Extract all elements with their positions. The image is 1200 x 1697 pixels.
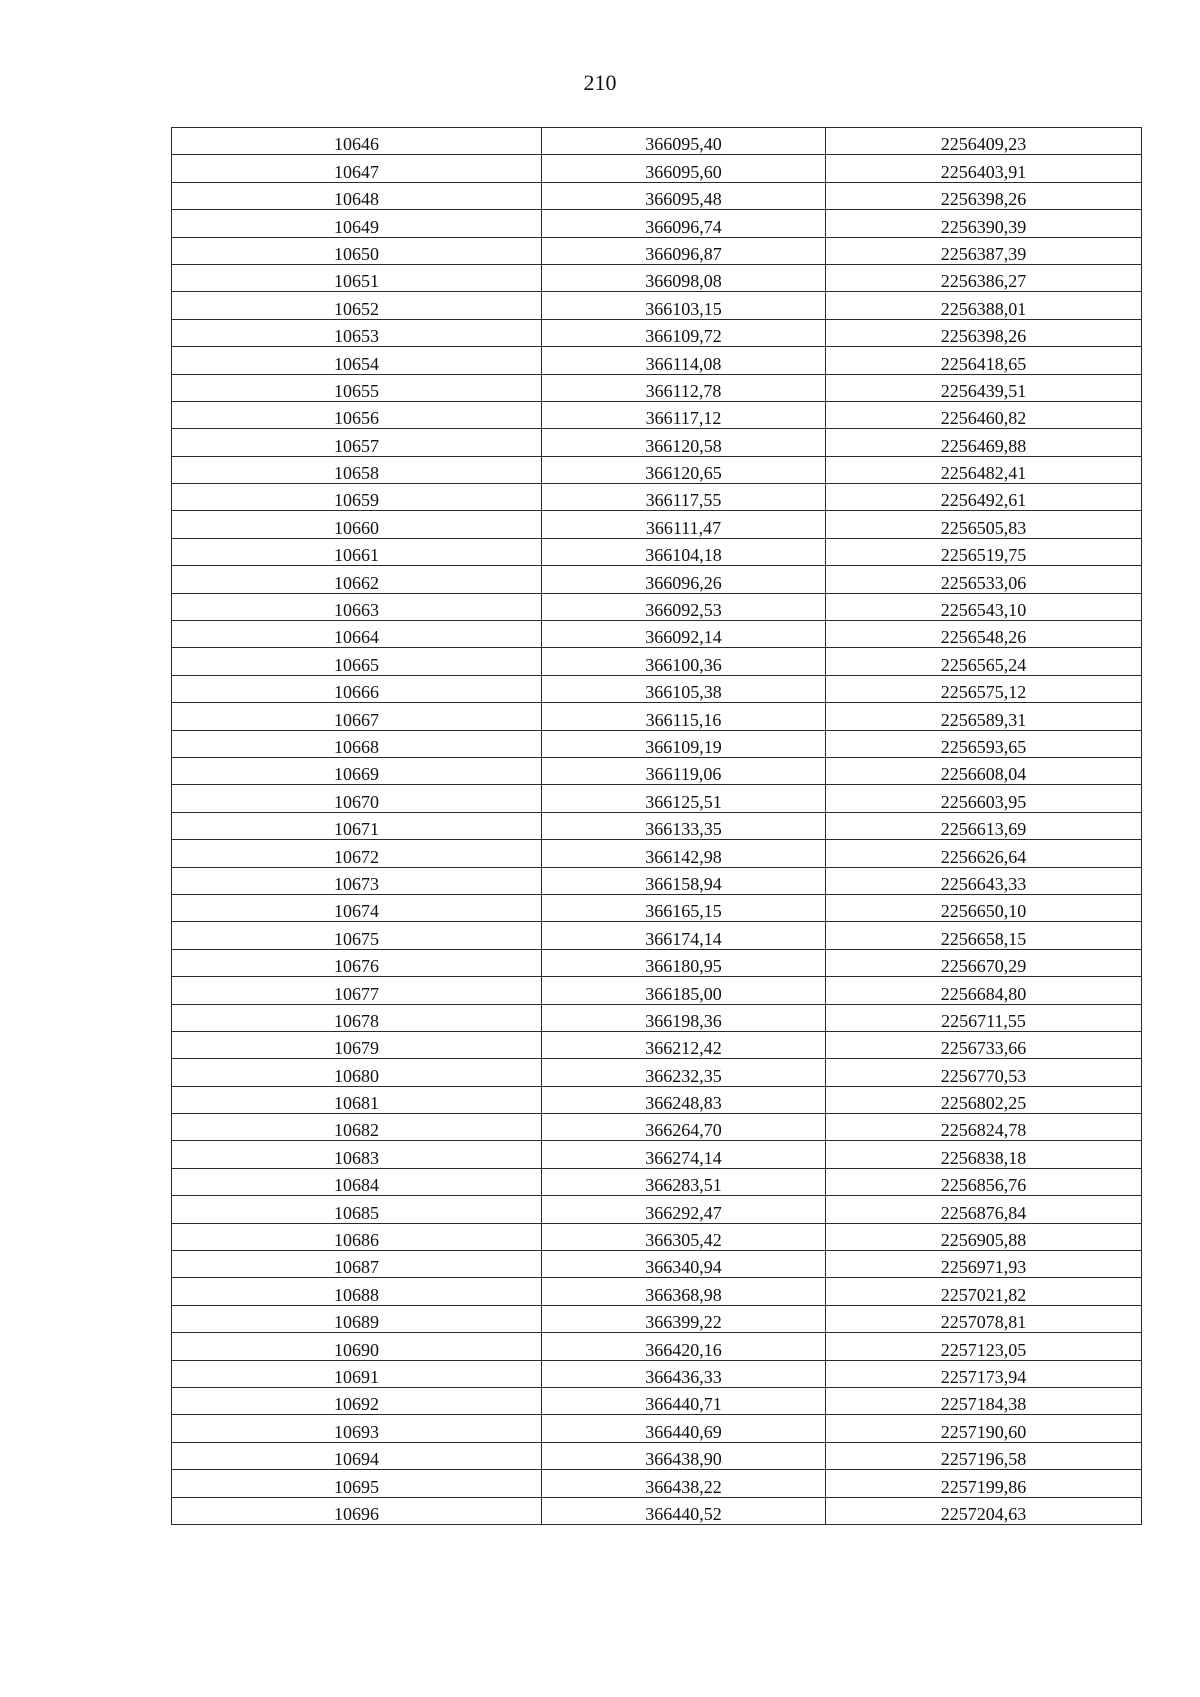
point-number-cell: 10677 bbox=[172, 977, 542, 1004]
table-row bbox=[172, 1442, 1142, 1469]
table-row bbox=[172, 757, 1142, 784]
y-coordinate-cell: 2256469,88 bbox=[826, 429, 1142, 456]
point-number-cell: 10693 bbox=[172, 1415, 542, 1442]
point-number-cell: 10674 bbox=[172, 894, 542, 921]
table-row bbox=[172, 1059, 1142, 1086]
y-coordinate-cell: 2257184,38 bbox=[826, 1387, 1142, 1414]
y-coordinate-cell: 2256905,88 bbox=[826, 1223, 1142, 1250]
x-coordinate-cell: 366420,16 bbox=[542, 1333, 826, 1360]
x-coordinate-cell: 366174,14 bbox=[542, 922, 826, 949]
x-coordinate-cell: 366440,69 bbox=[542, 1415, 826, 1442]
point-number-cell: 10671 bbox=[172, 812, 542, 839]
x-coordinate-cell: 366283,51 bbox=[542, 1168, 826, 1195]
y-coordinate-cell: 2256390,39 bbox=[826, 210, 1142, 237]
x-coordinate-cell: 366185,00 bbox=[542, 977, 826, 1004]
x-coordinate-cell: 366096,26 bbox=[542, 566, 826, 593]
x-coordinate-cell: 366142,98 bbox=[542, 840, 826, 867]
point-number-cell: 10661 bbox=[172, 538, 542, 565]
x-coordinate-cell: 366105,38 bbox=[542, 675, 826, 702]
table-row bbox=[172, 1278, 1142, 1305]
table-row bbox=[172, 1168, 1142, 1195]
x-coordinate-cell: 366114,08 bbox=[542, 347, 826, 374]
point-number-cell: 10690 bbox=[172, 1333, 542, 1360]
y-coordinate-cell: 2256603,95 bbox=[826, 785, 1142, 812]
table-row bbox=[172, 1333, 1142, 1360]
table-row bbox=[172, 621, 1142, 648]
y-coordinate-cell: 2256802,25 bbox=[826, 1086, 1142, 1113]
point-number-cell: 10664 bbox=[172, 621, 542, 648]
x-coordinate-cell: 366212,42 bbox=[542, 1031, 826, 1058]
table-row bbox=[172, 922, 1142, 949]
x-coordinate-cell: 366440,71 bbox=[542, 1387, 826, 1414]
y-coordinate-cell: 2256388,01 bbox=[826, 292, 1142, 319]
y-coordinate-cell: 2256593,65 bbox=[826, 730, 1142, 757]
x-coordinate-cell: 366438,90 bbox=[542, 1442, 826, 1469]
table-row bbox=[172, 1223, 1142, 1250]
y-coordinate-cell: 2256589,31 bbox=[826, 703, 1142, 730]
x-coordinate-cell: 366158,94 bbox=[542, 867, 826, 894]
x-coordinate-cell: 366440,52 bbox=[542, 1497, 826, 1524]
y-coordinate-cell: 2256608,04 bbox=[826, 757, 1142, 784]
x-coordinate-cell: 366274,14 bbox=[542, 1141, 826, 1168]
y-coordinate-cell: 2256386,27 bbox=[826, 264, 1142, 291]
table-row bbox=[172, 1086, 1142, 1113]
point-number-cell: 10672 bbox=[172, 840, 542, 867]
y-coordinate-cell: 2257078,81 bbox=[826, 1305, 1142, 1332]
y-coordinate-cell: 2256824,78 bbox=[826, 1114, 1142, 1141]
table-row bbox=[172, 1114, 1142, 1141]
table-row bbox=[172, 182, 1142, 209]
point-number-cell: 10652 bbox=[172, 292, 542, 319]
point-number-cell: 10660 bbox=[172, 511, 542, 538]
point-number-cell: 10685 bbox=[172, 1196, 542, 1223]
point-number-cell: 10676 bbox=[172, 949, 542, 976]
table-row bbox=[172, 429, 1142, 456]
table-row bbox=[172, 155, 1142, 182]
x-coordinate-cell: 366399,22 bbox=[542, 1305, 826, 1332]
x-coordinate-cell: 366092,53 bbox=[542, 593, 826, 620]
table-row bbox=[172, 1141, 1142, 1168]
y-coordinate-cell: 2256971,93 bbox=[826, 1251, 1142, 1278]
point-number-cell: 10668 bbox=[172, 730, 542, 757]
y-coordinate-cell: 2256548,26 bbox=[826, 621, 1142, 648]
point-number-cell: 10681 bbox=[172, 1086, 542, 1113]
y-coordinate-cell: 2257021,82 bbox=[826, 1278, 1142, 1305]
x-coordinate-cell: 366092,14 bbox=[542, 621, 826, 648]
y-coordinate-cell: 2257196,58 bbox=[826, 1442, 1142, 1469]
point-number-cell: 10655 bbox=[172, 374, 542, 401]
table-row bbox=[172, 264, 1142, 291]
point-number-cell: 10689 bbox=[172, 1305, 542, 1332]
point-number-cell: 10673 bbox=[172, 867, 542, 894]
point-number-cell: 10651 bbox=[172, 264, 542, 291]
y-coordinate-cell: 2256418,65 bbox=[826, 347, 1142, 374]
y-coordinate-cell: 2257123,05 bbox=[826, 1333, 1142, 1360]
y-coordinate-cell: 2257204,63 bbox=[826, 1497, 1142, 1524]
x-coordinate-cell: 366104,18 bbox=[542, 538, 826, 565]
y-coordinate-cell: 2256643,33 bbox=[826, 867, 1142, 894]
point-number-cell: 10696 bbox=[172, 1497, 542, 1524]
point-number-cell: 10688 bbox=[172, 1278, 542, 1305]
x-coordinate-cell: 366109,72 bbox=[542, 319, 826, 346]
table-row bbox=[172, 977, 1142, 1004]
table-row bbox=[172, 237, 1142, 264]
table-row bbox=[172, 292, 1142, 319]
point-number-cell: 10680 bbox=[172, 1059, 542, 1086]
point-number-cell: 10675 bbox=[172, 922, 542, 949]
x-coordinate-cell: 366112,78 bbox=[542, 374, 826, 401]
y-coordinate-cell: 2256658,15 bbox=[826, 922, 1142, 949]
y-coordinate-cell: 2256575,12 bbox=[826, 675, 1142, 702]
x-coordinate-cell: 366117,12 bbox=[542, 401, 826, 428]
table-row bbox=[172, 347, 1142, 374]
table-row bbox=[172, 401, 1142, 428]
table-body bbox=[172, 128, 1142, 1525]
x-coordinate-cell: 366292,47 bbox=[542, 1196, 826, 1223]
table-row bbox=[172, 319, 1142, 346]
table-row bbox=[172, 128, 1142, 155]
x-coordinate-cell: 366305,42 bbox=[542, 1223, 826, 1250]
table-row bbox=[172, 675, 1142, 702]
x-coordinate-cell: 366111,47 bbox=[542, 511, 826, 538]
table-row bbox=[172, 1415, 1142, 1442]
table-row bbox=[172, 538, 1142, 565]
point-number-cell: 10657 bbox=[172, 429, 542, 456]
table-row bbox=[172, 1305, 1142, 1332]
table-row bbox=[172, 1004, 1142, 1031]
y-coordinate-cell: 2256460,82 bbox=[826, 401, 1142, 428]
point-number-cell: 10694 bbox=[172, 1442, 542, 1469]
table-row bbox=[172, 456, 1142, 483]
y-coordinate-cell: 2256876,84 bbox=[826, 1196, 1142, 1223]
y-coordinate-cell: 2256650,10 bbox=[826, 894, 1142, 921]
table-row bbox=[172, 1387, 1142, 1414]
point-number-cell: 10647 bbox=[172, 155, 542, 182]
x-coordinate-cell: 366232,35 bbox=[542, 1059, 826, 1086]
y-coordinate-cell: 2256387,39 bbox=[826, 237, 1142, 264]
table-row bbox=[172, 1470, 1142, 1497]
y-coordinate-cell: 2256533,06 bbox=[826, 566, 1142, 593]
y-coordinate-cell: 2256398,26 bbox=[826, 319, 1142, 346]
y-coordinate-cell: 2256613,69 bbox=[826, 812, 1142, 839]
point-number-cell: 10665 bbox=[172, 648, 542, 675]
point-number-cell: 10654 bbox=[172, 347, 542, 374]
point-number-cell: 10682 bbox=[172, 1114, 542, 1141]
x-coordinate-cell: 366119,06 bbox=[542, 757, 826, 784]
x-coordinate-cell: 366117,55 bbox=[542, 484, 826, 511]
y-coordinate-cell: 2257199,86 bbox=[826, 1470, 1142, 1497]
x-coordinate-cell: 366095,40 bbox=[542, 128, 826, 155]
table-row bbox=[172, 1251, 1142, 1278]
x-coordinate-cell: 366096,87 bbox=[542, 237, 826, 264]
table-row bbox=[172, 566, 1142, 593]
x-coordinate-cell: 366096,74 bbox=[542, 210, 826, 237]
point-number-cell: 10669 bbox=[172, 757, 542, 784]
y-coordinate-cell: 2256838,18 bbox=[826, 1141, 1142, 1168]
point-number-cell: 10646 bbox=[172, 128, 542, 155]
table-row bbox=[172, 484, 1142, 511]
point-number-cell: 10663 bbox=[172, 593, 542, 620]
x-coordinate-cell: 366095,60 bbox=[542, 155, 826, 182]
table-row bbox=[172, 703, 1142, 730]
y-coordinate-cell: 2256492,61 bbox=[826, 484, 1142, 511]
table-row bbox=[172, 1031, 1142, 1058]
y-coordinate-cell: 2256409,23 bbox=[826, 128, 1142, 155]
x-coordinate-cell: 366368,98 bbox=[542, 1278, 826, 1305]
x-coordinate-cell: 366120,58 bbox=[542, 429, 826, 456]
y-coordinate-cell: 2256398,26 bbox=[826, 182, 1142, 209]
table-row bbox=[172, 785, 1142, 812]
point-number-cell: 10667 bbox=[172, 703, 542, 730]
table-row bbox=[172, 894, 1142, 921]
point-number-cell: 10648 bbox=[172, 182, 542, 209]
x-coordinate-cell: 366109,19 bbox=[542, 730, 826, 757]
y-coordinate-cell: 2256770,53 bbox=[826, 1059, 1142, 1086]
x-coordinate-cell: 366100,36 bbox=[542, 648, 826, 675]
y-coordinate-cell: 2256626,64 bbox=[826, 840, 1142, 867]
x-coordinate-cell: 366340,94 bbox=[542, 1251, 826, 1278]
table-row bbox=[172, 949, 1142, 976]
x-coordinate-cell: 366165,15 bbox=[542, 894, 826, 921]
x-coordinate-cell: 366125,51 bbox=[542, 785, 826, 812]
table-row bbox=[172, 374, 1142, 401]
point-number-cell: 10662 bbox=[172, 566, 542, 593]
point-number-cell: 10691 bbox=[172, 1360, 542, 1387]
y-coordinate-cell: 2256543,10 bbox=[826, 593, 1142, 620]
point-number-cell: 10686 bbox=[172, 1223, 542, 1250]
point-number-cell: 10695 bbox=[172, 1470, 542, 1497]
table-row bbox=[172, 648, 1142, 675]
table-row bbox=[172, 210, 1142, 237]
table-row bbox=[172, 511, 1142, 538]
y-coordinate-cell: 2256519,75 bbox=[826, 538, 1142, 565]
point-number-cell: 10656 bbox=[172, 401, 542, 428]
point-number-cell: 10670 bbox=[172, 785, 542, 812]
y-coordinate-cell: 2256684,80 bbox=[826, 977, 1142, 1004]
y-coordinate-cell: 2256711,55 bbox=[826, 1004, 1142, 1031]
x-coordinate-cell: 366198,36 bbox=[542, 1004, 826, 1031]
point-number-cell: 10649 bbox=[172, 210, 542, 237]
point-number-cell: 10678 bbox=[172, 1004, 542, 1031]
point-number-cell: 10666 bbox=[172, 675, 542, 702]
point-number-cell: 10692 bbox=[172, 1387, 542, 1414]
y-coordinate-cell: 2256733,66 bbox=[826, 1031, 1142, 1058]
table-row bbox=[172, 867, 1142, 894]
coordinates-table bbox=[171, 127, 1142, 1525]
x-coordinate-cell: 366264,70 bbox=[542, 1114, 826, 1141]
table-row bbox=[172, 1497, 1142, 1524]
y-coordinate-cell: 2257173,94 bbox=[826, 1360, 1142, 1387]
table-row bbox=[172, 812, 1142, 839]
point-number-cell: 10679 bbox=[172, 1031, 542, 1058]
x-coordinate-cell: 366438,22 bbox=[542, 1470, 826, 1497]
y-coordinate-cell: 2256505,83 bbox=[826, 511, 1142, 538]
point-number-cell: 10658 bbox=[172, 456, 542, 483]
x-coordinate-cell: 366095,48 bbox=[542, 182, 826, 209]
point-number-cell: 10650 bbox=[172, 237, 542, 264]
table-row bbox=[172, 1360, 1142, 1387]
page-number: 210 bbox=[583, 70, 617, 95]
x-coordinate-cell: 366133,35 bbox=[542, 812, 826, 839]
y-coordinate-cell: 2256565,24 bbox=[826, 648, 1142, 675]
point-number-cell: 10684 bbox=[172, 1168, 542, 1195]
y-coordinate-cell: 2256482,41 bbox=[826, 456, 1142, 483]
table-row bbox=[172, 840, 1142, 867]
y-coordinate-cell: 2256439,51 bbox=[826, 374, 1142, 401]
point-number-cell: 10659 bbox=[172, 484, 542, 511]
point-number-cell: 10687 bbox=[172, 1251, 542, 1278]
x-coordinate-cell: 366180,95 bbox=[542, 949, 826, 976]
table-row bbox=[172, 1196, 1142, 1223]
table-row bbox=[172, 593, 1142, 620]
table-row bbox=[172, 730, 1142, 757]
y-coordinate-cell: 2257190,60 bbox=[826, 1415, 1142, 1442]
x-coordinate-cell: 366436,33 bbox=[542, 1360, 826, 1387]
y-coordinate-cell: 2256403,91 bbox=[826, 155, 1142, 182]
y-coordinate-cell: 2256670,29 bbox=[826, 949, 1142, 976]
point-number-cell: 10683 bbox=[172, 1141, 542, 1168]
x-coordinate-cell: 366120,65 bbox=[542, 456, 826, 483]
x-coordinate-cell: 366248,83 bbox=[542, 1086, 826, 1113]
x-coordinate-cell: 366103,15 bbox=[542, 292, 826, 319]
x-coordinate-cell: 366098,08 bbox=[542, 264, 826, 291]
x-coordinate-cell: 366115,16 bbox=[542, 703, 826, 730]
y-coordinate-cell: 2256856,76 bbox=[826, 1168, 1142, 1195]
point-number-cell: 10653 bbox=[172, 319, 542, 346]
